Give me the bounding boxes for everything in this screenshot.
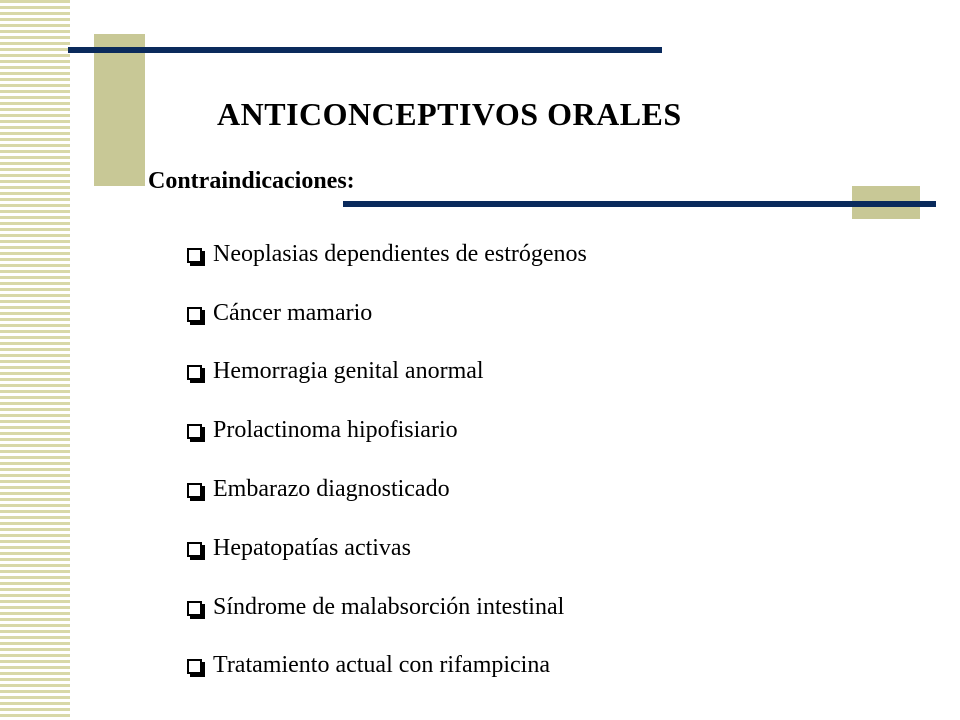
- checkbox-square-icon: [187, 365, 202, 380]
- list-item-label: Hepatopatías activas: [213, 534, 411, 561]
- list-item: [187, 578, 587, 637]
- list-item-label: Tratamiento actual con rifampicina: [213, 652, 550, 679]
- list-item: [187, 284, 587, 343]
- checkbox-square-icon: [187, 248, 202, 263]
- left-stripe-decoration: [0, 0, 70, 720]
- list-item: [187, 401, 587, 460]
- list-item: [187, 637, 587, 696]
- list-item-label: Hemorragia genital anormal: [213, 358, 484, 385]
- list-item-label: Cáncer mamario: [213, 299, 373, 326]
- checkbox-square-icon: [187, 659, 202, 674]
- list-item: [187, 343, 587, 402]
- list-item-label: Síndrome de malabsorción intestinal: [213, 593, 565, 620]
- checkbox-square-icon: [187, 424, 202, 439]
- olive-accent-block-left: [94, 34, 145, 186]
- list-item: [187, 460, 587, 519]
- checkbox-square-icon: [187, 601, 202, 616]
- navy-rule-top: [68, 47, 662, 53]
- checkbox-square-icon: [187, 483, 202, 498]
- navy-rule-middle: [343, 201, 936, 207]
- list-item: [187, 519, 587, 578]
- list-item-label: Prolactinoma hipofisiario: [213, 417, 458, 444]
- slide-title: ANTICONCEPTIVOS ORALES: [217, 96, 682, 132]
- list-item-label: Neoplasias dependientes de estrógenos: [213, 240, 587, 267]
- list-item: [187, 225, 587, 284]
- contraindications-list: [187, 225, 587, 695]
- checkbox-square-icon: [187, 307, 202, 322]
- checkbox-square-icon: [187, 542, 202, 557]
- slide-subtitle: Contraindicaciones:: [148, 168, 355, 194]
- list-item-label: Embarazo diagnosticado: [213, 476, 450, 503]
